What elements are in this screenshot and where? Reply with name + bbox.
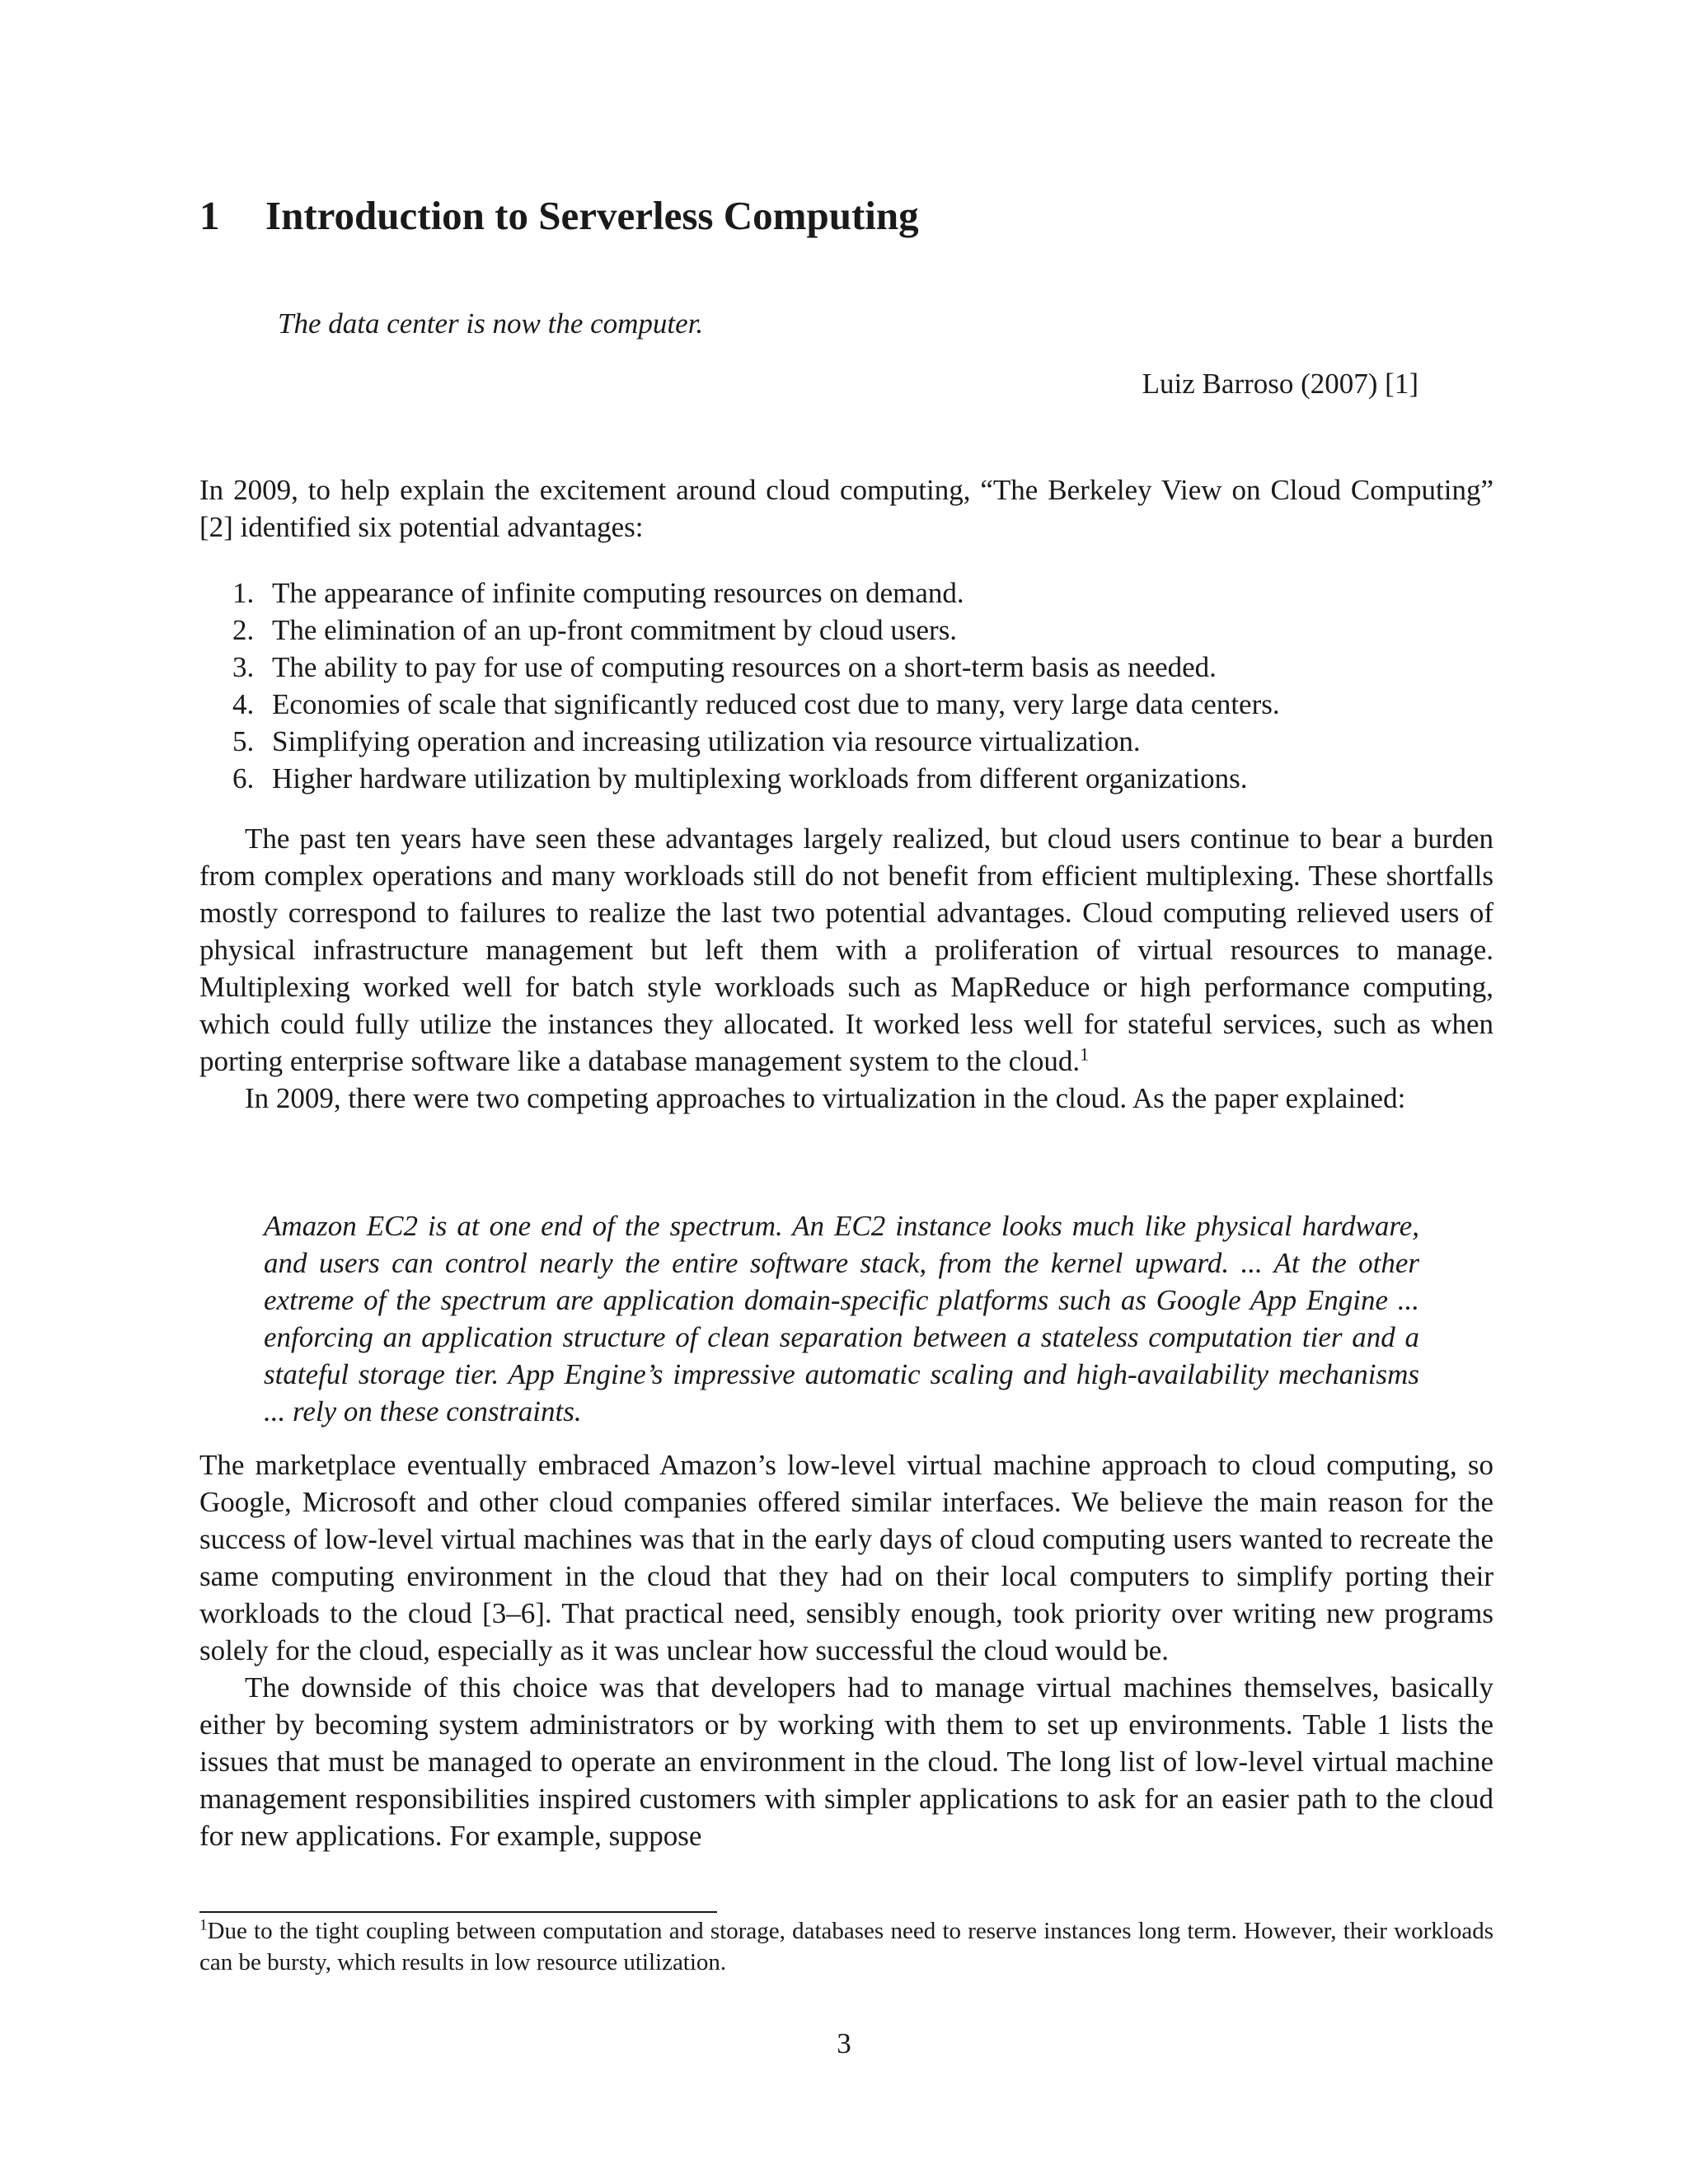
page-number: 3 — [837, 2027, 851, 2060]
list-item — [232, 686, 1493, 723]
list-marker: 4. — [232, 688, 255, 720]
paragraph-4: The downside of this choice was that developers had to manage virtual machines themselves, basically either by becoming system administrators or by working with them to set up environments. Table 1 lists the issues that must be managed to operate an environment in the cloud. The long list of low-level virtual machine management responsibilities inspired customers with simpler applications to ask for an easier path to the cloud for new applications. For example, suppose — [199, 1671, 1493, 1852]
paragraph-1 — [199, 820, 1493, 1080]
list-item-text: Higher hardware utilization by multiplexing workloads from different organizations. — [272, 762, 1248, 794]
footnote-reference: 1 — [1080, 1043, 1090, 1065]
paragraph-1-text: The past ten years have seen these advantages largely realized, but cloud users continue to bear a burden from complex operations and many workloads still do not benefit from efficient multiplexing. These shortfalls mostly correspond to failures to realize the last two potential advantages. Cloud computing relieved users of physical infrastructure management but left them with a proliferation of virtual resources to manage. Multiplexing worked well for batch style workloads such as MapReduce or high performance computing, which could fully utilize the instances they allocated. It worked less well for stateful services, such as when porting enterprise software like a database management system to the cloud. — [199, 823, 1493, 1077]
section-number: 1 — [199, 193, 220, 238]
block-quote: Amazon EC2 is at one end of the spectrum. An EC2 instance looks much like physical hardware, and users can control nearly the entire software stack, from the kernel upward. ... At the other extreme of the spectrum are application domain-specific platforms such as Google App Engine ... enforcing an application structure of clean separation between a stateless computation tier and a stateful storage tier. App Engine’s impressive automatic scaling and high-availability mechanisms ... rely on these constraints. — [264, 1210, 1419, 1427]
list-item-text: Economies of scale that significantly reduced cost due to many, very large data centers. — [272, 688, 1280, 720]
intro-paragraph: In 2009, to help explain the excitement around cloud computing, “The Berkeley View on Cloud Computing” [2] identified six potential advantages: — [199, 474, 1493, 543]
list-item-text: Simplifying operation and increasing utilization via resource virtualization. — [272, 725, 1141, 757]
paragraph-3: The marketplace eventually embraced Amazon’s low-level virtual machine approach to cloud computing, so Google, Microsoft and other cloud companies offered similar interfaces. We believe the main reason for the success of low-level virtual machines was that in the early days of cloud computing users wanted to recreate the same computing environment in the cloud that they had on their local computers to simplify porting their workloads to the cloud [3–6]. That practical need, sensibly enough, took priority over writing new programs solely for the cloud, especially as it was unclear how successful the cloud would be. — [199, 1449, 1493, 1666]
list-item-text: The elimination of an up-front commitment by cloud users. — [272, 614, 958, 646]
section-heading — [199, 191, 919, 241]
list-item — [232, 723, 1493, 760]
body-section-2 — [199, 1446, 1493, 1854]
list-item — [232, 760, 1493, 797]
section-title: Introduction to Serverless Computing — [265, 193, 919, 238]
list-marker: 6. — [232, 762, 255, 794]
list-item-text: The appearance of infinite computing resources on demand. — [272, 577, 964, 609]
epigraph-attribution: Luiz Barroso (2007) [1] — [1142, 368, 1418, 400]
list-marker: 3. — [232, 651, 255, 683]
paragraph-2: In 2009, there were two competing approaches to virtualization in the cloud. As the paper explained: — [245, 1082, 1406, 1114]
list-item — [232, 649, 1493, 686]
list-marker: 5. — [232, 725, 255, 757]
list-marker: 2. — [232, 614, 255, 646]
body-section-1 — [199, 820, 1493, 1117]
advantages-list — [232, 574, 1493, 797]
list-item — [232, 612, 1493, 649]
footnote-text: Due to the tight coupling between computation and storage, databases need to reserve instances long term. However, their workloads can be bursty, which results in low resource utilization. — [199, 1918, 1493, 1975]
list-item-text: The ability to pay for use of computing resources on a short-term basis as needed. — [272, 651, 1217, 683]
list-marker: 1. — [232, 577, 255, 609]
footnote-divider — [199, 1911, 717, 1913]
epigraph-quote: The data center is now the computer. — [278, 307, 704, 340]
footnote — [199, 1915, 1493, 1978]
list-item — [232, 574, 1493, 612]
footnote-marker: 1 — [199, 1916, 208, 1934]
